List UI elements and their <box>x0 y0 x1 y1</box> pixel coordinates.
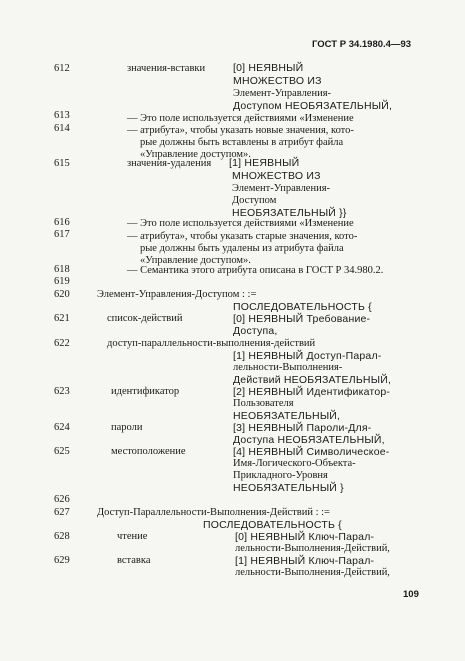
asn-text: Элемент-Управления- <box>232 183 331 194</box>
asn-text: НЕОБЯЗАТЕЛЬНЫЙ } <box>233 482 344 494</box>
line-number: 625 <box>54 446 70 457</box>
comment-text: «Управление доступом». <box>140 255 251 266</box>
comment-text: — атрибута», чтобы указать старые значения, кото- <box>127 231 358 242</box>
field-label: вставка <box>117 555 151 566</box>
asn-text: лельности-Выполнения-Действий, <box>235 543 390 554</box>
asn-text: [1] НЕЯВНЫЙ Доступ-Парал- <box>233 350 382 362</box>
asn-text: ПОСЛЕДОВАТЕЛЬНОСТЬ { <box>203 519 342 531</box>
type-definition: Элемент-Управления-Доступом : := <box>97 289 257 300</box>
line-number: 613 <box>54 110 70 121</box>
asn-text: [0] НЕЯВНЫЙ <box>233 62 304 74</box>
asn-text: [0] НЕЯВНЫЙ Требование- <box>233 313 371 325</box>
asn-text: Элемент-Управления- <box>233 88 332 99</box>
field-label: значения-вставки <box>127 63 206 74</box>
line-number: 622 <box>54 338 70 349</box>
line-number: 612 <box>54 63 70 74</box>
asn-text: [2] НЕЯВНЫЙ Идентификатор- <box>233 386 391 398</box>
asn-text: МНОЖЕСТВО ИЗ <box>232 170 321 182</box>
asn-text: МНОЖЕСТВО ИЗ <box>233 75 322 87</box>
asn-text: лельности-Выполнения-Действий, <box>235 567 390 578</box>
asn-text: НЕОБЯЗАТЕЛЬНЫЙ, <box>233 410 341 422</box>
line-number: 621 <box>54 313 70 324</box>
comment-text: «Управление доступом». <box>140 149 251 160</box>
line-number: 623 <box>54 386 70 397</box>
asn-text: Доступа НЕОБЯЗАТЕЛЬНЫЙ, <box>233 434 385 446</box>
comment-text: — Это поле используется действиями «Изменение <box>127 113 354 124</box>
asn-text: Доступом НЕОБЯЗАТЕЛЬНЫЙ, <box>233 100 393 112</box>
page-number: 109 <box>403 589 419 600</box>
line-number: 629 <box>54 555 70 566</box>
field-label: чтение <box>117 531 148 542</box>
asn-text: Прикладного-Уровня <box>233 470 328 481</box>
comment-text: — Семантика этого атрибута описана в ГОСТ Р 34.980.2. <box>127 265 384 276</box>
field-label: идентификатор <box>111 386 180 397</box>
field-label: пароли <box>111 422 143 433</box>
line-number: 624 <box>54 422 70 433</box>
line-number: 615 <box>54 158 70 169</box>
comment-text: — атрибута», чтобы указать новые значения, кото- <box>127 125 354 136</box>
field-label: местоположение <box>111 446 186 457</box>
line-number: 628 <box>54 531 70 542</box>
line-number: 616 <box>54 217 70 228</box>
type-definition: Доступ-Параллельности-Выполнения-Действий : := <box>97 507 330 518</box>
asn-text: Имя-Логического-Объекта- <box>233 458 356 469</box>
asn-text: Пользователя <box>233 398 294 409</box>
asn-text: Доступом <box>232 195 277 206</box>
field-label: список-действий <box>107 313 183 324</box>
asn-text: лельности-Выполнения- <box>233 362 343 373</box>
field-label: доступ-параллельности-выполнения-действий <box>107 338 316 349</box>
asn-text: НЕОБЯЗАТЕЛЬНЫЙ }} <box>232 207 347 219</box>
asn-text: ПОСЛЕДОВАТЕЛЬНОСТЬ { <box>233 301 372 313</box>
field-label: значения-удаления <box>127 158 212 169</box>
asn-text: [1] НЕЯВНЫЙ Ключ-Парал- <box>235 555 375 567</box>
asn-text: [4] НЕЯВНЫЙ Символическое- <box>233 446 390 458</box>
asn-text: Действий НЕОБЯЗАТЕЛЬНЫЙ, <box>233 374 392 386</box>
asn-text: Доступа, <box>233 325 278 337</box>
line-number: 620 <box>54 289 70 300</box>
line-number: 614 <box>54 123 70 134</box>
line-number: 617 <box>54 229 70 240</box>
comment-text: рые должны быть удалены из атрибута файла <box>140 243 344 254</box>
comment-text: рые должны быть вставлены в атрибут файла <box>140 137 344 148</box>
line-number: 626 <box>54 494 70 505</box>
line-number: 618 <box>54 264 70 275</box>
standard-header: ГОСТ Р 34.1980.4—93 <box>312 39 412 50</box>
asn-text: [0] НЕЯВНЫЙ Ключ-Парал- <box>235 531 375 543</box>
comment-text: — Это поле используется действиями «Изменение <box>127 218 354 229</box>
line-number: 627 <box>54 507 70 518</box>
line-number: 619 <box>54 276 70 287</box>
asn-text: [1] НЕЯВНЫЙ <box>229 157 300 169</box>
asn-text: [3] НЕЯВНЫЙ Пароли-Для- <box>233 422 372 434</box>
